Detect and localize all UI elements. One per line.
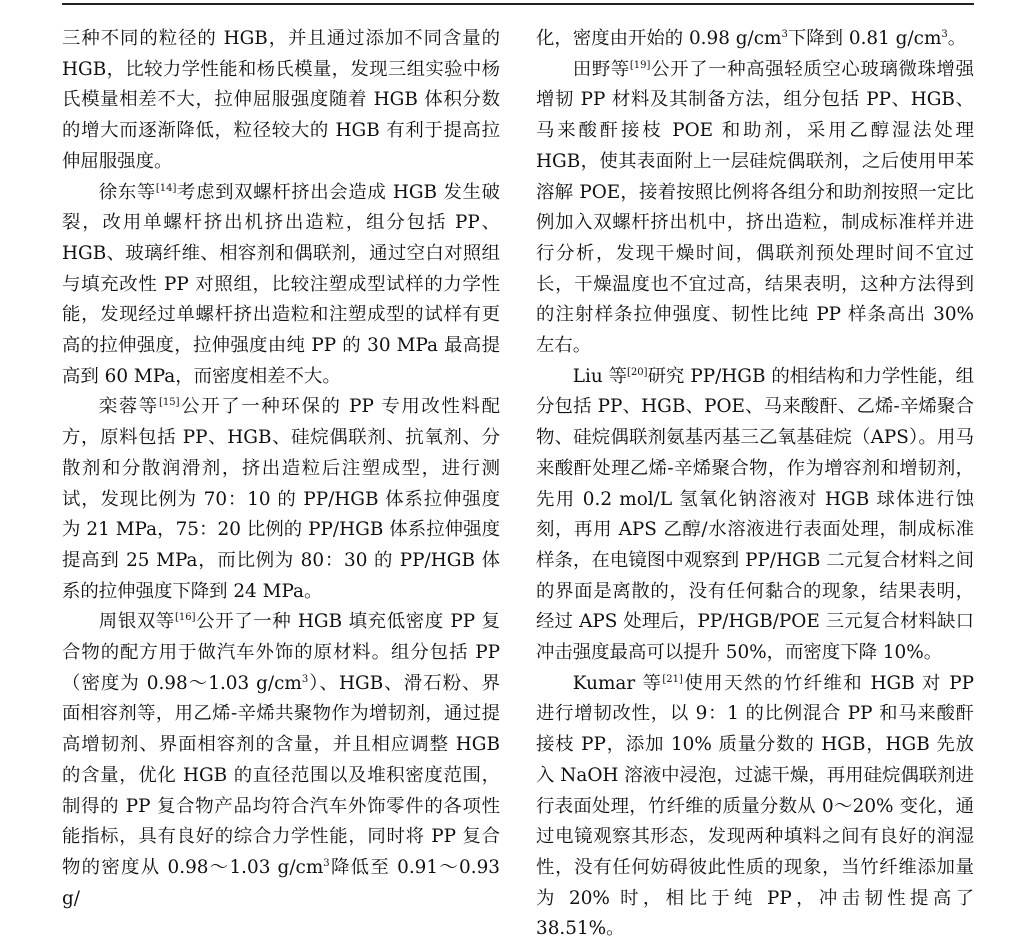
citation-superscript: 3 bbox=[781, 29, 788, 40]
paragraph bbox=[536, 24, 974, 55]
text-run: 周银双等 bbox=[98, 611, 175, 633]
text-run: 下降到 0.81 g/cm bbox=[787, 28, 942, 49]
citation-superscript: 3 bbox=[941, 29, 948, 40]
text-run: 研究 PP/HGB 的相结构和力学性能，组分包括 PP、HGB、POE、马来酸酐、乙烯-辛烯聚合物、硅烷偶联剂氨基丙基三乙氧基硅烷（APS）。用马来酸酐处理乙烯-辛烯聚合物，作为增容剂和增韧剂，先用 0.2 mol/L 氢氧化钠溶液对 HGB 球体进行蚀刻，再用 APS 乙醇/水溶液进行表面处理，制成标准样条，在电镜图中观察到 PP/HGB 二元复合材料之间的界面是离散的，没有任何黏合的现象，结果表明，经过 APS 处理后，PP/HGB/POE 三元复合材料缺口冲击强度最高可以提升 50%，而密度下降 10%。 bbox=[536, 365, 974, 664]
text-run: 化，密度由开始的 0.98 g/cm bbox=[536, 28, 782, 49]
text-run: 公开了一种高强轻质空心玻璃微珠增强增韧 PP 材料及其制备方法，组分包括 PP、HGB、马来酸酐接枝 POE 和助剂，采用乙醇湿法处理 HGB，使其表面附上一层硅烷偶联剂，之后使用甲苯溶解 POE，接着按照比例将各组分和助剂按照一定比例加入双螺杆挤出机中，挤出造粒，制成标准样并进行分析，发现干燥时间，偶联剂预处理时间不宜过长，干燥温度也不宜过高，结果表明，这种方法得到的注射样条拉伸强度、韧性比纯 PP 样条高出 30% 左右。 bbox=[536, 58, 974, 357]
text-run: 降低至 0.91～0.93 g/ bbox=[62, 856, 501, 909]
header-rule bbox=[62, 3, 974, 5]
paragraph bbox=[62, 392, 500, 607]
citation-superscript: [15] bbox=[158, 397, 180, 409]
text-run: Liu 等 bbox=[572, 365, 628, 387]
paragraph bbox=[62, 24, 500, 178]
paragraph bbox=[536, 669, 974, 945]
paragraph bbox=[536, 55, 974, 362]
text-run: 三种不同的粒径的 HGB，并且通过添加不同含量的 HGB，比较力学性能和杨氏模量，发现三组实验中杨氏模量相差不大，拉伸屈服强度随着 HGB 体积分数的增大而逐渐降低，粒径较大的 HGB 有利于提高拉伸屈服强度。 bbox=[62, 28, 500, 172]
text-run: 栾蓉等 bbox=[98, 396, 159, 418]
right-column bbox=[536, 24, 974, 945]
left-column bbox=[62, 24, 500, 914]
citation-superscript: 3 bbox=[301, 673, 309, 685]
text-run: 使用天然的竹纤维和 HGB 对 PP 进行增韧改性，以 9：1 的比例混合 PP 和马来酸酐接枝 PP，添加 10% 质量分数的 HGB，HGB 先放入 NaOH 溶液中浸泡，过滤干燥，再用硅烷偶联剂进行表面处理，竹纤维的质量分数从 0～20% 变化，通过电镜观察其形态，发现两种填料之间有良好的润湿性，没有任何妨碍彼此性质的现象，当竹纤维添加量为 20% 时，相比于纯 PP，冲击韧性提高了 38.51%。 bbox=[536, 672, 974, 940]
citation-superscript: [21] bbox=[662, 673, 683, 685]
text-run: 公开了一种 HGB 填充低密度 PP 复合物的配方用于做汽车外饰的原材料。组分包括 PP（密度为 0.98～1.03 g/cm bbox=[62, 611, 500, 694]
text-run: ）、HGB、滑石粉、界面相容剂等，用乙烯-辛烯共聚物作为增韧剂，通过提高增韧剂、界面相容剂的含量，并且相应调整 HGB 的含量，优化 HGB 的直径范围以及堆积密度范围，制得的 PP 复合物产品均符合汽车外饰零件的各项性能指标，具有良好的综合力学性能，同时将 PP 复合物的密度从 0.98～1.03 g/cm bbox=[62, 672, 501, 878]
text-run: Kumar 等 bbox=[572, 672, 663, 694]
citation-superscript: [20] bbox=[627, 366, 648, 378]
text-run: 公开了一种环保的 PP 专用改性料配方，原料包括 PP、HGB、硅烷偶联剂、抗氧剂、分散剂和分散润滑剂，挤出造粒后注塑成型，进行测试，发现比例为 70：10 的 PP/HGB 体系拉伸强度为 21 MPa，75：20 比例的 PP/HGB 体系拉伸强度提高到 25 MPa，而比例为 80：30 的 PP/HGB 体系的拉伸强度下降到 24 MPa。 bbox=[62, 396, 500, 602]
paragraph bbox=[62, 607, 500, 914]
paragraph bbox=[536, 362, 974, 669]
citation-superscript: [14] bbox=[155, 182, 177, 194]
text-run: 。 bbox=[947, 28, 967, 49]
text-run: 田野等 bbox=[572, 58, 630, 80]
citation-superscript: [16] bbox=[174, 612, 196, 624]
text-run: 考虑到双螺杆挤出会造成 HGB 发生破裂，改用单螺杆挤出机挤出造粒，组分包括 PP、HGB、玻璃纤维、相容剂和偶联剂，通过空白对照组与填充改性 PP 对照组，比较注塑成型试样的力学性能，发现经过单螺杆挤出造粒和注塑成型的试样有更高的拉伸强度，拉伸强度由纯 PP 的 30 MPa 最高提高到 60 MPa，而密度相差不大。 bbox=[62, 181, 500, 387]
citation-superscript: 3 bbox=[323, 857, 330, 869]
paragraph bbox=[62, 178, 500, 393]
text-run: 徐东等 bbox=[98, 181, 156, 203]
citation-superscript: [19] bbox=[629, 59, 651, 71]
